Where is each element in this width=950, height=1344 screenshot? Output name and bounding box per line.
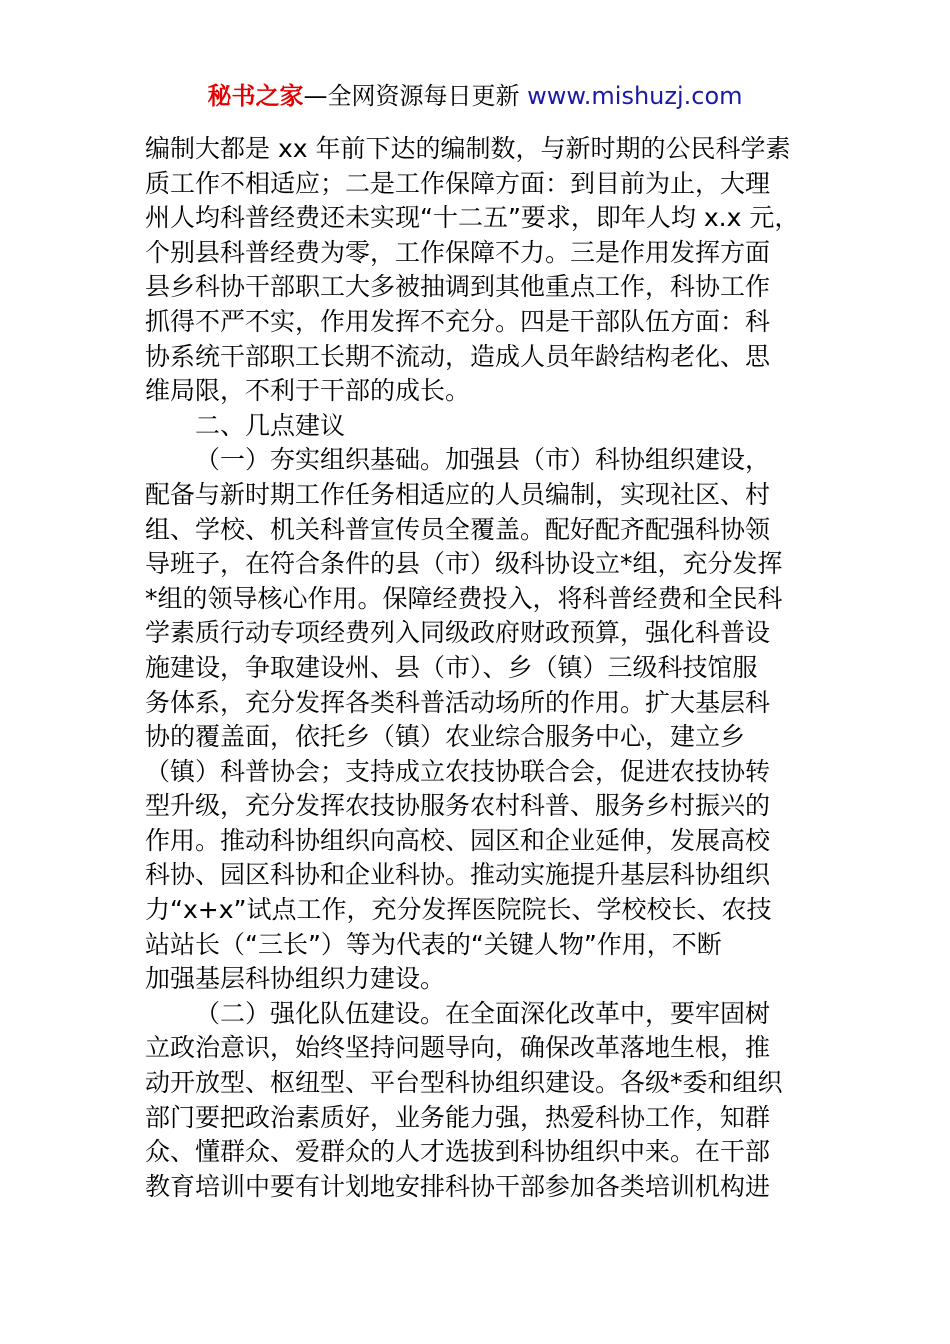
text-line: 作用。推动科协组织向高校、园区和企业延伸，发展高校 [145,825,771,855]
text-line: 个别县科普经费为零，工作保障不力。三是作用发挥方面 [145,237,771,267]
text-line: 动开放型、枢纽型、平台型科协组织建设。各级*委和组织 [145,1068,783,1098]
text-line: 站站长（“三长”）等为代表的“关键人物”作用，不断 [145,929,722,959]
document-body [145,132,815,1204]
text-line: 县乡科协干部职工大多被抽调到其他重点工作，科协工作 [145,272,771,302]
text-line: 导班子，在符合条件的县（市）级科协设立*组，充分发挥 [145,549,783,579]
text-line: 教育培训中要有计划地安排科协干部参加各类培训机构进 [145,1171,771,1201]
text-line: 编制大都是 xx 年前下达的编制数，与新时期的公民科学素 [145,134,791,163]
text-line: 组、学校、机关科普宣传员全覆盖。配好配齐配强科协领 [145,514,771,544]
text-line: 维局限，不利于干部的成长。 [145,376,471,406]
text-line: 务体系，充分发挥各类科普活动场所的作用。扩大基层科 [145,687,771,717]
text-line: 型升级，充分发挥农技协服务农村科普、服务乡村振兴的 [145,791,771,821]
text-line: 众、懂群众、爱群众的人才选拔到科协组织中来。在干部 [145,1137,771,1167]
text-line: 配备与新时期工作任务相适应的人员编制，实现社区、村 [145,479,771,509]
site-tagline: —全网资源每日更新 [303,82,520,110]
text-line: 州人均科普经费还未实现“十二五”要求，即年人均 x.x 元， [145,203,800,233]
text-line: 立政治意识，始终坚持问题导向，确保改革落地生根，推 [145,1033,771,1063]
text-line: 部门要把政治素质好，业务能力强，热爱科协工作，知群 [145,1102,771,1132]
text-line: 协系统干部职工长期不流动，造成人员年龄结构老化、思 [145,341,771,371]
text-line: *组的领导核心作用。保障经费投入，将科普经费和全民科 [145,583,783,613]
text-line: 加强基层科协组织力建设。 [145,964,446,994]
site-url-link[interactable]: www.mishuzj.com [527,82,743,110]
text-line: 力“x+x”试点工作，充分发挥医院院长、学校校长、农技 [145,895,772,925]
text-line: （镇）科普协会；支持成立农技协联合会，促进农技协转 [145,756,771,786]
text-line: 抓得不严不实，作用发挥不充分。四是干部队伍方面：科 [145,306,771,336]
text-line: 协的覆盖面，依托乡（镇）农业综合服务中心，建立乡 [145,722,746,752]
text-line: 质工作不相适应；二是工作保障方面：到目前为止，大理 [145,168,771,198]
site-header [0,80,950,112]
text-line: 科协、园区科协和企业科协。推动实施提升基层科协组织 [145,860,771,890]
text-line: 施建设，争取建设州、县（市）、乡（镇）三级科技馆服 [145,652,758,682]
site-brand: 秘书之家 [207,82,304,110]
section-heading: 二、几点建议 [195,410,346,440]
paragraph-start: （二）强化队伍建设。在全面深化改革中，要牢固树 [195,998,771,1028]
paragraph-start: （一）夯实组织基础。加强县（市）科协组织建设， [195,445,771,475]
text-line: 学素质行动专项经费列入同级政府财政预算，强化科普设 [145,618,771,648]
